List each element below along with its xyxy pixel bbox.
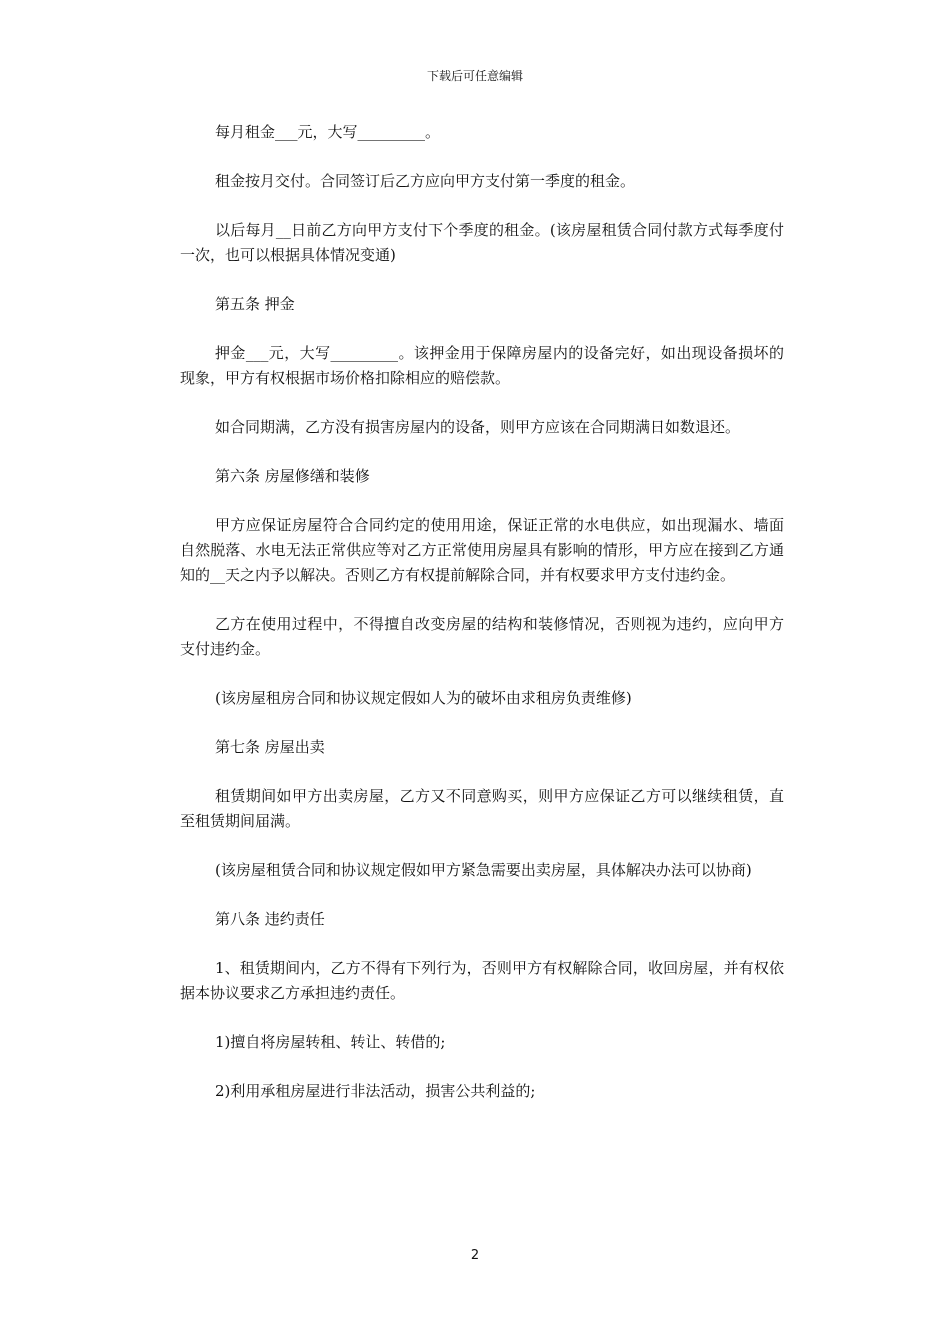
paragraph-deposit-refund: 如合同期满，乙方没有损害房屋内的设备，则甲方应该在合同期满日如数退还。 [215,418,741,436]
paragraph-house-sale: 租赁期间如甲方出卖房屋，乙方又不同意购买，则甲方应保证乙方可以继续租赁，直至租赁期间届满。 [180,787,784,830]
article-8-heading: 第八条 违约责任 [215,910,325,928]
page-number: 2 [470,1248,480,1263]
paragraph-monthly-rent: 每月租金___元，大写_________。 [215,123,441,141]
document-body [180,120,784,1128]
paragraph-rent-schedule: 以后每月__日前乙方向甲方支付下个季度的租金。(该房屋租赁合同付款方式每季度付一次，也可以根据具体情况变通) [180,221,784,264]
paragraph-breach-1: 1、租赁期间内，乙方不得有下列行为，否则甲方有权解除合同，收回房屋，并有权依据本协议要求乙方承担违约责任。 [180,959,784,1002]
article-5-heading: 第五条 押金 [215,295,295,313]
article-6-heading: 第六条 房屋修缮和装修 [215,467,370,485]
paragraph-sale-note: (该房屋租赁合同和协议规定假如甲方紧急需要出卖房屋，具体解决办法可以协商) [215,861,752,879]
paragraph-deposit: 押金___元，大写_________。该押金用于保障房屋内的设备完好，如出现设备损坏的现象，甲方有权根据市场价格扣除相应的赔偿款。 [180,344,784,387]
paragraph-breach-item-1: 1)擅自将房屋转租、转让、转借的; [215,1033,446,1051]
paragraph-breach-item-2: 2)利用承租房屋进行非法活动，损害公共利益的; [215,1082,536,1100]
paragraph-tenant-alterations: 乙方在使用过程中，不得擅自改变房屋的结构和装修情况，否则视为违约，应向甲方支付违约金。 [180,615,784,658]
page-header-note: 下载后可任意编辑 [426,69,523,83]
paragraph-damage-note: (该房屋租房合同和协议规定假如人为的破坏由求租房负责维修) [215,689,632,707]
article-7-heading: 第七条 房屋出卖 [215,738,325,756]
paragraph-rent-payment: 租金按月交付。合同签订后乙方应向甲方支付第一季度的租金。 [215,172,636,190]
paragraph-landlord-repairs: 甲方应保证房屋符合合同约定的使用用途，保证正常的水电供应，如出现漏水、墙面自然脱落、水电无法正常供应等对乙方正常使用房屋具有影响的情形，甲方应在接到乙方通知的__天之内予以解决。否则乙方有权提前解除合同，并有权要求甲方支付违约金。 [180,516,784,584]
